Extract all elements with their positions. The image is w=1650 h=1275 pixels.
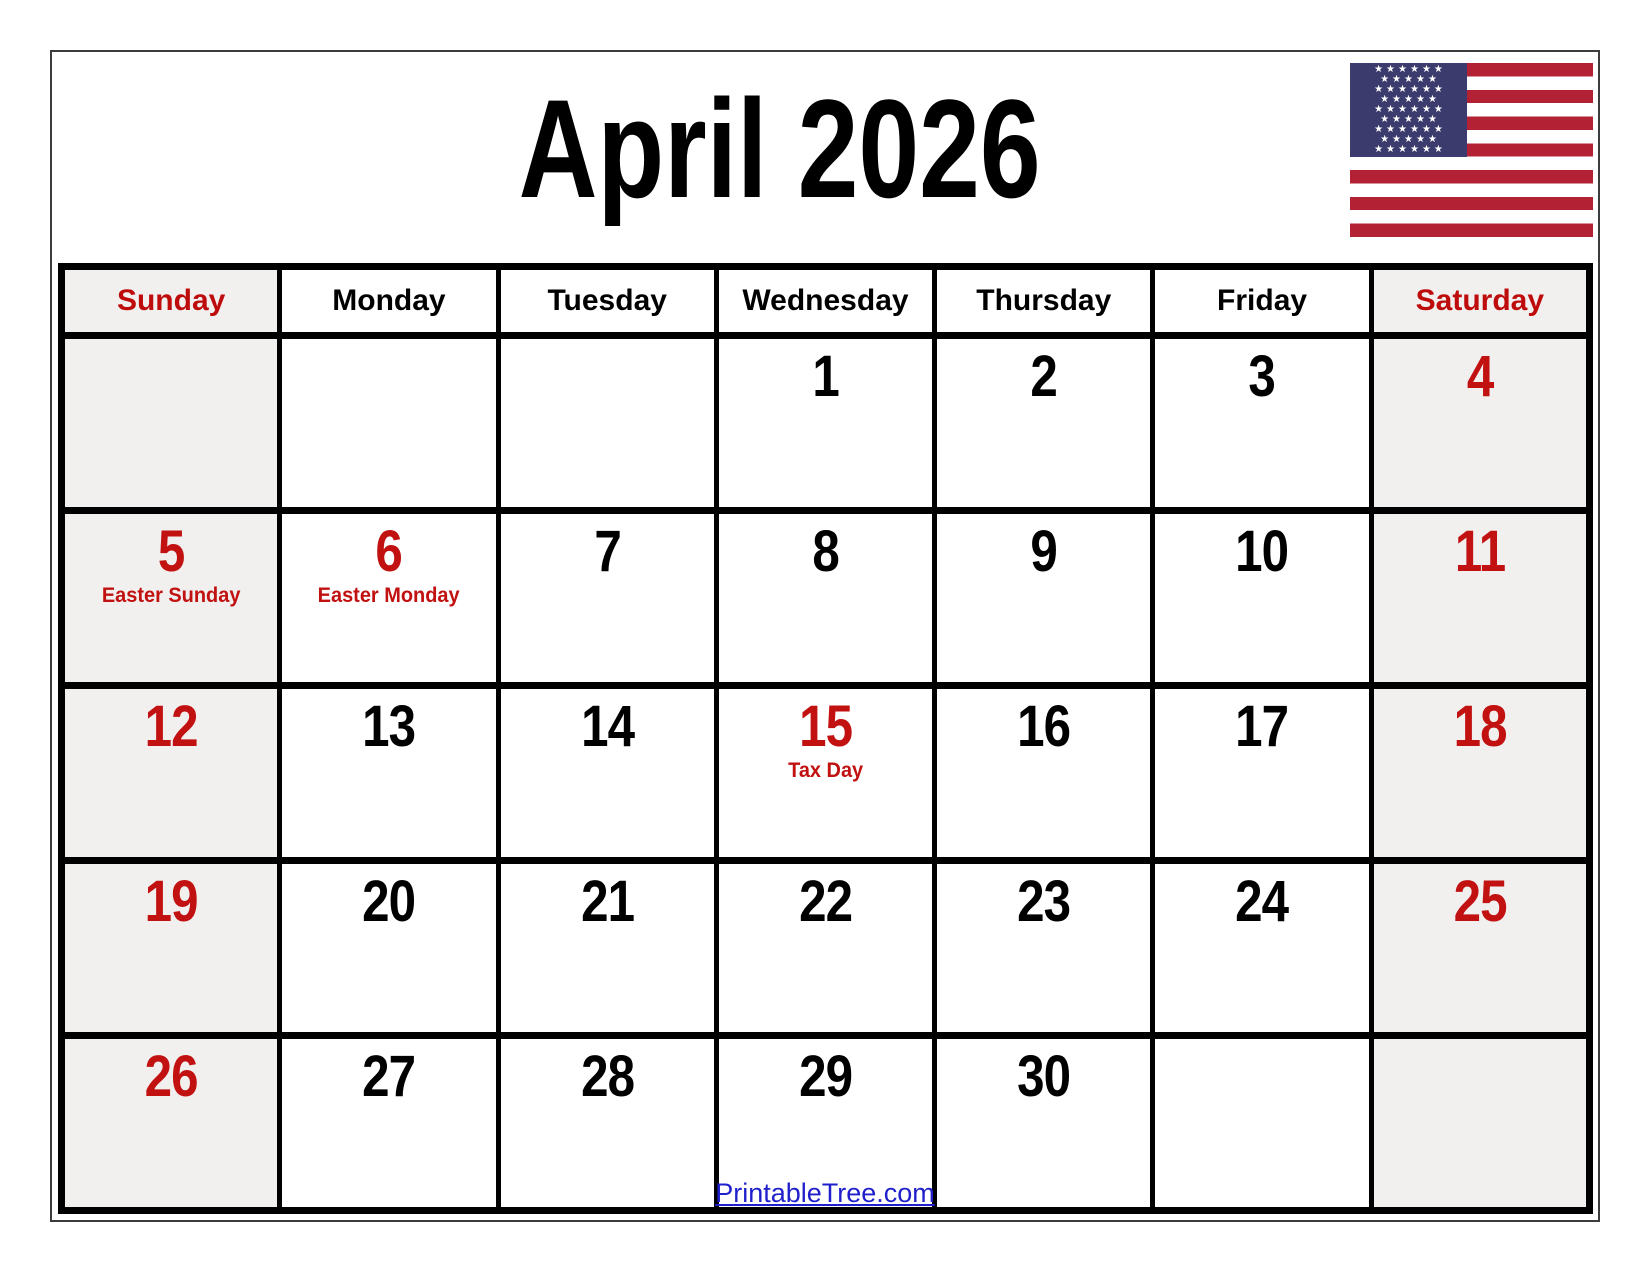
day-number: 22 xyxy=(798,869,853,934)
day-cell xyxy=(498,336,716,511)
day-cell xyxy=(1153,686,1371,861)
page-title-text: April 2026 xyxy=(518,70,1042,227)
day-cell xyxy=(935,686,1153,861)
day-number: 18 xyxy=(1453,694,1507,759)
flag-star-row: ★★★★★ xyxy=(1380,94,1440,105)
weekday-label: Friday xyxy=(1217,284,1308,317)
weekday-header-tuesday xyxy=(498,267,716,336)
day-number: 21 xyxy=(580,869,634,934)
day-number: 28 xyxy=(580,1044,634,1109)
flag-star-row: ★★★★★★ xyxy=(1374,124,1446,135)
day-cell xyxy=(498,511,716,686)
weekday-label: Monday xyxy=(332,284,446,317)
day-number: 13 xyxy=(362,694,416,759)
day-cell xyxy=(62,686,280,861)
weekday-header-saturday xyxy=(1371,267,1589,336)
day-cell xyxy=(935,861,1153,1036)
day-number: 19 xyxy=(144,869,198,934)
flag-canton xyxy=(1350,63,1467,157)
weekday-header-row xyxy=(62,267,1590,336)
weekday-label: Sunday xyxy=(116,284,226,317)
flag-star-row: ★★★★★ xyxy=(1380,74,1440,85)
calendar-table xyxy=(58,263,1593,1214)
day-cell xyxy=(62,336,280,511)
day-number: 7 xyxy=(593,519,621,584)
day-cell xyxy=(716,511,934,686)
flag-star-row: ★★★★★ xyxy=(1380,114,1440,125)
holiday-label: Tax Day xyxy=(787,758,864,782)
day-number: 3 xyxy=(1248,344,1276,409)
day-number: 20 xyxy=(362,869,416,934)
weekday-header-wednesday xyxy=(716,267,934,336)
day-cell xyxy=(1371,686,1589,861)
day-number: 24 xyxy=(1235,869,1289,934)
page-title xyxy=(0,70,1560,227)
day-number: 4 xyxy=(1466,344,1494,409)
weekday-header-sunday xyxy=(62,267,280,336)
day-number: 30 xyxy=(1017,1044,1071,1109)
day-number: 23 xyxy=(1017,869,1071,934)
weekday-header-thursday xyxy=(935,267,1153,336)
holiday-label: Easter Sunday xyxy=(101,583,241,607)
us-flag-icon xyxy=(1350,63,1593,237)
day-number: 5 xyxy=(157,519,185,584)
day-cell xyxy=(716,336,934,511)
week-row xyxy=(62,686,1590,861)
weekday-label: Wednesday xyxy=(742,284,909,317)
day-cell xyxy=(280,686,498,861)
day-number: 14 xyxy=(580,694,634,759)
day-cell xyxy=(1371,336,1589,511)
flag-star-row: ★★★★★★ xyxy=(1374,84,1446,95)
day-number: 12 xyxy=(144,694,198,759)
day-cell xyxy=(62,511,280,686)
day-number: 17 xyxy=(1235,694,1289,759)
weekday-header-friday xyxy=(1153,267,1371,336)
weekday-label: Saturday xyxy=(1415,284,1545,317)
day-cell xyxy=(1153,336,1371,511)
day-cell xyxy=(280,336,498,511)
day-number: 26 xyxy=(144,1044,198,1109)
day-cell xyxy=(935,511,1153,686)
flag-star-row: ★★★★★★ xyxy=(1374,64,1446,75)
weekday-label: Tuesday xyxy=(547,284,667,317)
day-number: 10 xyxy=(1235,519,1289,584)
flag-star-row: ★★★★★★ xyxy=(1374,104,1446,115)
day-number: 8 xyxy=(812,519,839,584)
day-cell xyxy=(62,861,280,1036)
footer-link[interactable]: PrintableTree.com xyxy=(715,1178,935,1208)
day-cell xyxy=(498,861,716,1036)
day-cell xyxy=(280,861,498,1036)
day-cell xyxy=(498,686,716,861)
day-cell xyxy=(716,861,934,1036)
day-cell xyxy=(1371,861,1589,1036)
week-row xyxy=(62,861,1590,1036)
weekday-header-monday xyxy=(280,267,498,336)
day-number: 6 xyxy=(375,519,403,584)
day-number: 11 xyxy=(1454,519,1506,584)
footer xyxy=(0,1178,1650,1209)
flag-star-row: ★★★★★★ xyxy=(1374,144,1446,155)
week-row xyxy=(62,511,1590,686)
day-cell xyxy=(1153,861,1371,1036)
day-cell xyxy=(716,686,934,861)
day-number: 27 xyxy=(362,1044,416,1109)
day-number: 29 xyxy=(798,1044,853,1109)
day-number: 25 xyxy=(1453,869,1507,934)
day-cell xyxy=(1371,511,1589,686)
day-cell xyxy=(935,336,1153,511)
week-row xyxy=(62,336,1590,511)
holiday-label: Easter Monday xyxy=(317,583,460,607)
day-number: 2 xyxy=(1030,344,1058,409)
day-number: 9 xyxy=(1030,519,1058,584)
day-number: 16 xyxy=(1017,694,1071,759)
flag-star-row: ★★★★★ xyxy=(1380,134,1440,145)
day-number: 15 xyxy=(798,694,853,759)
weekday-label: Thursday xyxy=(976,284,1112,317)
day-cell xyxy=(1153,511,1371,686)
day-cell xyxy=(280,511,498,686)
day-number: 1 xyxy=(812,344,839,409)
